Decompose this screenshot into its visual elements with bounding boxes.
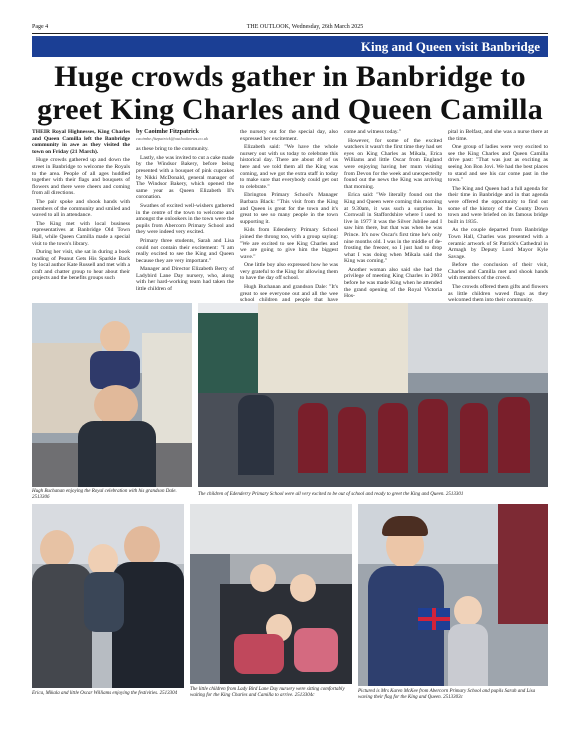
section-banner xyxy=(32,36,548,57)
photo-teacher-pupils xyxy=(358,504,548,686)
paragraph: Lastly, she was invited to cut a cake made by the Windsor Bakery, before being presented with a bouquet of pink cupcakes by Nikki McDonald, general manager of The Windsor Bakery, which opened the same year as Queen Elizabeth II's coronation. xyxy=(136,154,234,201)
article-column-2 xyxy=(136,129,234,299)
paragraph: pital in Belfast, and she was a nurse there at the time. xyxy=(448,129,548,142)
headline: Huge crowds gather in Banbridge to greet King Charles and Queen Camilla xyxy=(37,60,543,126)
photo-caption: The children of Edenderry Primary School were all very excited to be out of school and ready to greet the King and Queen. 2513301 xyxy=(198,492,464,497)
photo-family xyxy=(32,504,184,688)
paragraph: as these bring to the community. xyxy=(136,146,209,153)
photo-caption: The little children from Lady Bird Lane Day nursery were sitting comfortably waiting for the King Charles and Camilla to arrive. 2513304c xyxy=(190,687,345,698)
paragraph: Primary three students, Sarah and Lisa could not contain their excitement: "I am really excited to see the King and Queen because they are very important." xyxy=(136,237,234,264)
paragraph: One little boy also expressed how he was very grateful to the King for allowing them to have the day off school. xyxy=(240,262,338,282)
paragraph: Ebrington Primary School's Manager Barbara Black: "This visit from the King and Queen is great for the town and it's great to see so many people in the town supporting it. xyxy=(240,192,338,225)
masthead-line: THE OUTLOOK, Wednesday, 26th March 2025 xyxy=(246,24,364,30)
header-rule xyxy=(32,33,548,34)
paragraph: The pair spoke and shook hands with members of the community and smiled and waved to all in attendance. xyxy=(32,198,130,219)
paragraph: Manager and Director Elizabeth Berry of Ladybird Lane Day nursery, who, along with her hard-working team had taken the little children of xyxy=(136,266,234,293)
article-column-1 xyxy=(32,129,130,299)
paragraph: During her visit, she sat in during a book reading of Peanut Gets His Sparkle Back by local author Kate Russell and met with a craft and chatter group to hear about their projects and the benefits groups such xyxy=(32,249,130,282)
paragraph: The crowds offered them gifts and flowers as little children waved flags as they welcomed them into their community. xyxy=(448,284,548,304)
paragraph: Huge crowds gathered up and down the street in Banbridge to welcome the Royals to the area. People of all ages huddled together with their flags and bouquets of flowers and there were cheers and coming from all directions. xyxy=(32,157,130,197)
paragraph: Elizabeth said: "We have the whole nursery out with us today to celebrate this historical day. There are about 40 of us here and we told them all the King was coming, and we got the extra staff in today to make sure that everybody could get out to celebrate." xyxy=(240,144,338,190)
paragraph: Kids from Edenderry Primary School joined the throng too, with a group saying: "We are excited to see King Charles and we are going to give him the biggest wave." xyxy=(240,227,338,260)
article-column-4 xyxy=(344,129,442,299)
paragraph: The King met with local business representatives at Banbridge Old Town Hall, while Queen Camilla made a special visit to the town's library. xyxy=(32,220,130,247)
author-email: caoimhe.fitzpatrick@outlooknews.co.uk xyxy=(136,135,208,141)
paragraph: As the couple departed from Banbridge Town Hall, Charles was presented with a ceramic artwork of St Patrick's Cathedral in Armagh by Deputy Lord Mayor Kyle Savage. xyxy=(448,227,548,260)
paragraph: Hugh Buchanan and grandson Dale: "It's great to see everyone out and all the wee school children and people that have xyxy=(240,284,338,304)
photo-caption: Pictured is Mrs Karen McKee from Abercorn Primary School and pupils Sarah and Lisa waving their flag for the King and Queen. 2513303c xyxy=(358,689,536,700)
photo-grandfather-grandson xyxy=(32,303,192,487)
paragraph: One group of ladies were very excited to see the King Charles and Queen Camilla drive past: "That was just as exciting as seeing Jon Bon Jovi. We had the best places to stand and see his car come past in the town." xyxy=(448,144,548,184)
paragraph: The King and Queen had a full agenda for their time in Banbridge and in that agenda were offered the opportunity to find out some of the history of the County Down town and were briefed on its famous bridge built in 1835. xyxy=(448,185,548,225)
photo-schoolchildren xyxy=(198,303,548,487)
article-column-5 xyxy=(448,129,548,304)
banner-title: King and Queen visit Banbridge xyxy=(360,39,540,54)
article-lead: THEIR Royal Highnesses, King Charles and Queen Camilla left the Banbridge community in awe as they visited the town on Friday (21 March). xyxy=(32,129,130,155)
paragraph: Another woman also said she had the privilege of meeting King Charles in 2003 before he was made King when he attended the grand opening of the Royal Victoria Hos- xyxy=(344,266,442,300)
paragraph: Before the conclusion of their visit, Charles and Camilla met and shook hands with members of the crowd. xyxy=(448,262,548,282)
paragraph: However, for some of the excited watchers it wasn't the first time they had set eyes on King Charles as Mikala, Erica Williams and little Oscar from England were enjoying having her mum visiting from Devon for the week and unexpectedly found out the news the King was arriving that morning. xyxy=(344,137,442,190)
byline: by Caoimhe Fitzpatrick xyxy=(136,128,199,135)
photo-caption: Erica, Mikala and little Oscar Williams enjoying the festivities. 2513304 xyxy=(32,691,178,696)
article-column-3 xyxy=(240,129,338,304)
page-number: Page 4 xyxy=(32,24,49,30)
paragraph: come and witness today." xyxy=(344,129,401,135)
paragraph: Erica said: "We literally found out the King and Queen were coming this morning at 9.30am, it was such a surprise. In Cornwall in Staffordshire where I used to live in 1977 it was the Silver Jubilee and I saw him there, but that was when he was Prince. It's now Oscar's first time he's only nine months old. I was in the middle of de-frosting the freezer, so I just had to drop what I was doing when Mikala said the King was coming." xyxy=(344,192,442,265)
photo-caption: Hugh Buchanan enjoying the Royal celebration with his grandson Dale. 2513306 xyxy=(32,489,177,500)
paragraph: the nursery out for the special day, also expressed her excitement. xyxy=(240,129,338,142)
photo-nursery-children xyxy=(190,504,352,684)
paragraph: Swathes of excited well-wishers gathered in the centre of the town to welcome and amongst the onlookers in the town were the pupils from Abercorn Primary School and they were indeed very excited. xyxy=(136,202,234,236)
